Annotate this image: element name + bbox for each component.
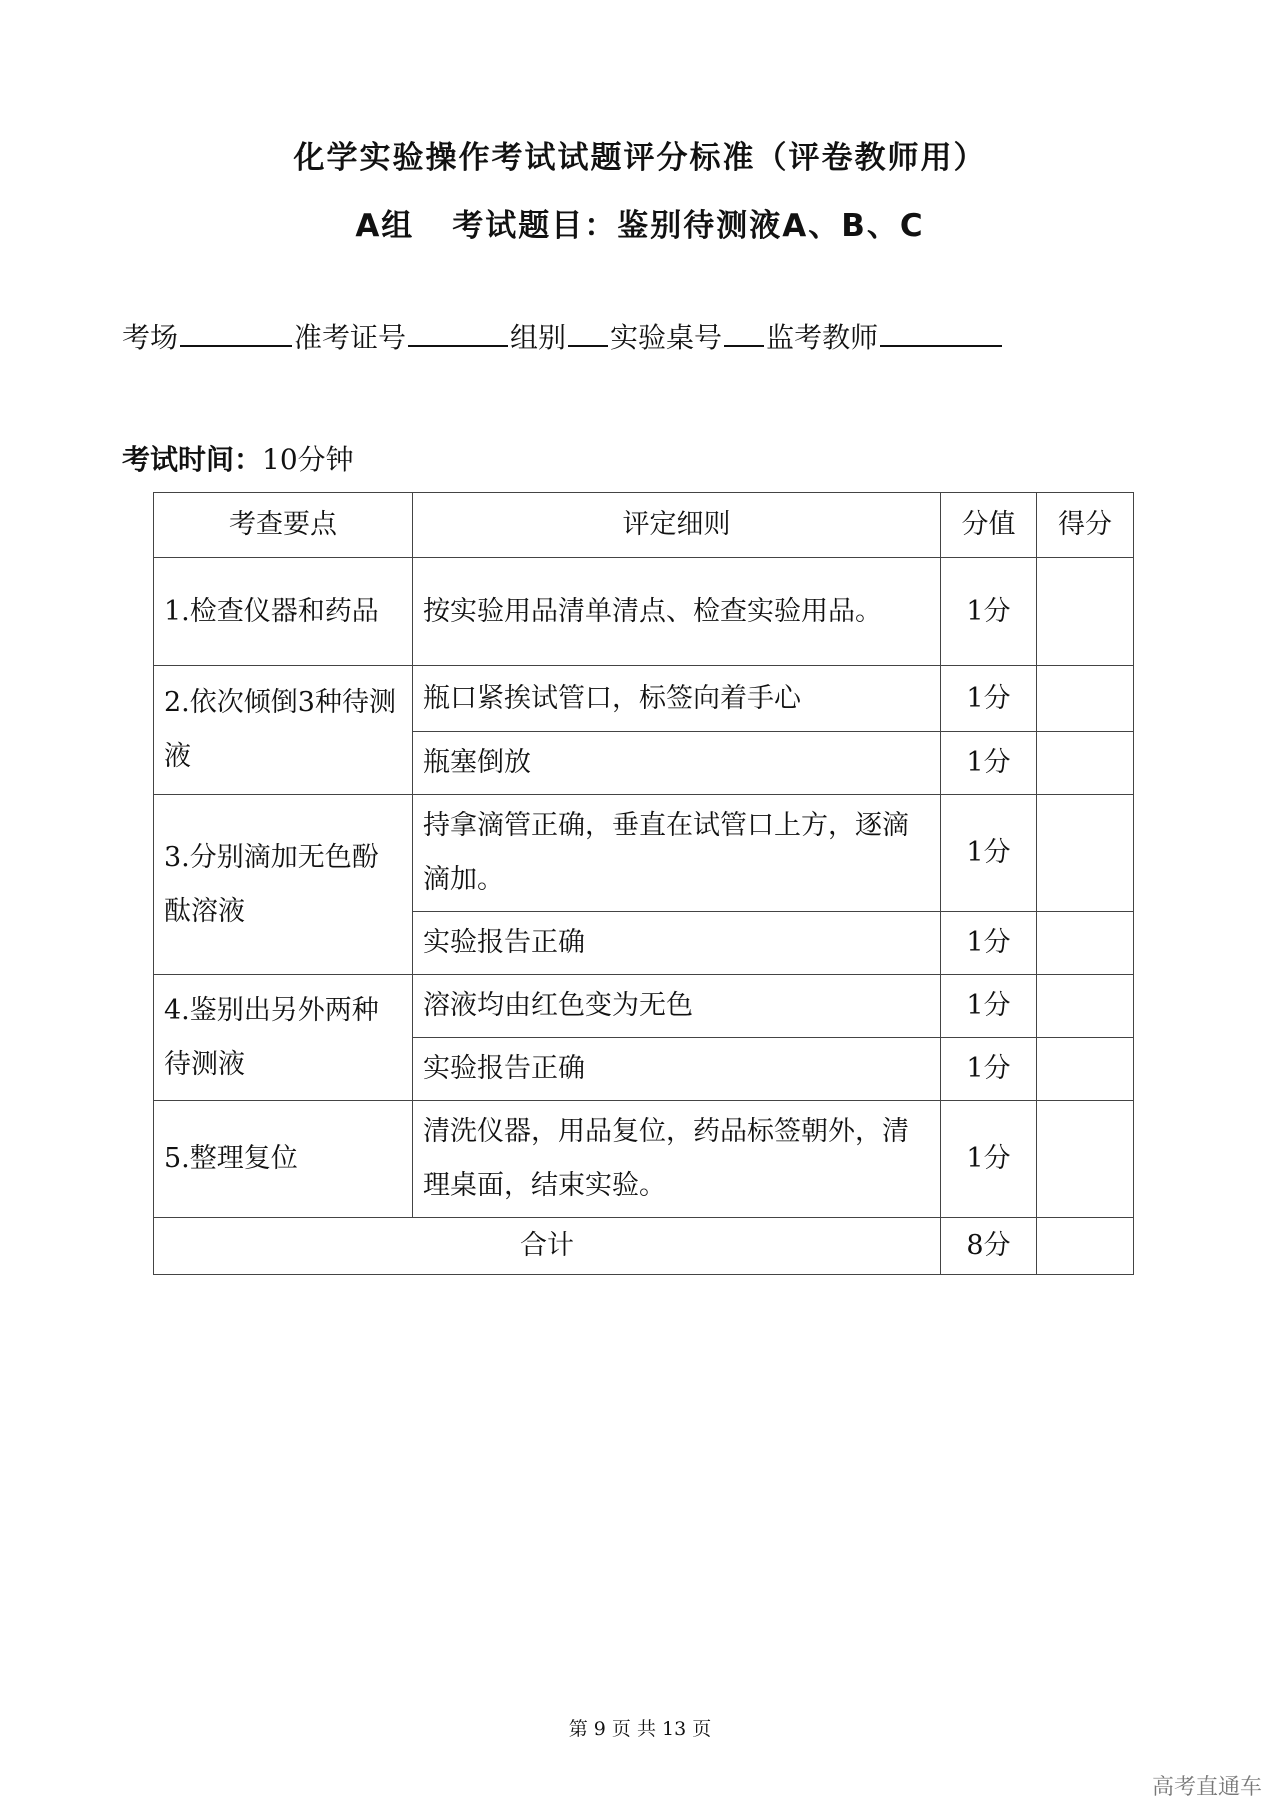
header-criteria: 评定细则 <box>413 493 941 558</box>
score-entry-cell[interactable] <box>1037 795 1134 912</box>
table-row <box>154 795 1134 912</box>
score-entry-cell[interactable] <box>1037 1038 1134 1101</box>
score-entry-cell[interactable] <box>1037 1101 1134 1218</box>
header-points: 分值 <box>941 493 1037 558</box>
desk-no-label: 实验桌号 <box>610 321 723 354</box>
proctor-label: 监考教师 <box>766 321 879 354</box>
points-cell: 1分 <box>941 732 1037 795</box>
exam-time <box>122 438 354 478</box>
exam-subject <box>0 200 1280 245</box>
table-row <box>154 558 1134 666</box>
key-point-cell: 2.依次倾倒3种待测液 <box>154 666 413 795</box>
score-entry-cell[interactable] <box>1037 732 1134 795</box>
exam-time-value: 10分钟 <box>262 443 354 476</box>
group-blank[interactable] <box>568 317 608 347</box>
exam-room-blank[interactable] <box>180 317 292 347</box>
header-score: 得分 <box>1037 493 1134 558</box>
criteria-cell: 按实验用品清单清点、检查实验用品。 <box>413 558 941 666</box>
subject-label: 考试题目：鉴别待测液A、B、C <box>452 208 925 244</box>
document-title: 化学实验操作考试试题评分标准（评卷教师用） <box>293 140 987 176</box>
points-cell: 1分 <box>941 666 1037 732</box>
total-score-entry-cell[interactable] <box>1037 1218 1134 1275</box>
criteria-cell: 持拿滴管正确，垂直在试管口上方，逐滴滴加。 <box>413 795 941 912</box>
points-cell: 1分 <box>941 975 1037 1038</box>
table-header-row <box>154 493 1134 558</box>
proctor-blank[interactable] <box>880 317 1002 347</box>
exam-time-label: 考试时间： <box>122 443 263 476</box>
key-point-cell: 3.分别滴加无色酚酞溶液 <box>154 795 413 975</box>
criteria-cell: 清洗仪器，用品复位，药品标签朝外，清理桌面，结束实验。 <box>413 1101 941 1218</box>
score-entry-cell[interactable] <box>1037 558 1134 666</box>
score-entry-cell[interactable] <box>1037 975 1134 1038</box>
ticket-no-label: 准考证号 <box>294 321 407 354</box>
table-row <box>154 666 1134 732</box>
points-cell: 1分 <box>941 1101 1037 1218</box>
key-point-cell: 5.整理复位 <box>154 1101 413 1218</box>
criteria-cell: 实验报告正确 <box>413 1038 941 1101</box>
total-row <box>154 1218 1134 1275</box>
key-point-cell: 4.鉴别出另外两种待测液 <box>154 975 413 1101</box>
points-cell: 1分 <box>941 1038 1037 1101</box>
key-point-cell: 1.检查仪器和药品 <box>154 558 413 666</box>
score-entry-cell[interactable] <box>1037 912 1134 975</box>
group-label: A组 <box>355 208 415 244</box>
desk-no-blank[interactable] <box>724 317 764 347</box>
criteria-cell: 溶液均由红色变为无色 <box>413 975 941 1038</box>
page-number: 第 9 页 共 13 页 <box>568 1718 712 1740</box>
table-row <box>154 1101 1134 1218</box>
table-row <box>154 975 1134 1038</box>
points-cell: 1分 <box>941 795 1037 912</box>
criteria-cell: 瓶口紧挨试管口，标签向着手心 <box>413 666 941 732</box>
header-key-points: 考查要点 <box>154 493 413 558</box>
ticket-no-blank[interactable] <box>408 317 508 347</box>
points-cell: 1分 <box>941 912 1037 975</box>
score-entry-cell[interactable] <box>1037 666 1134 732</box>
total-points: 8分 <box>941 1218 1037 1275</box>
total-label: 合计 <box>154 1218 941 1275</box>
scoring-table <box>153 492 1134 1275</box>
candidate-info-line <box>122 316 1004 356</box>
watermark: 高考直通车 <box>1151 1775 1262 1800</box>
group-field-label: 组别 <box>510 321 567 354</box>
criteria-cell: 瓶塞倒放 <box>413 732 941 795</box>
points-cell: 1分 <box>941 558 1037 666</box>
criteria-cell: 实验报告正确 <box>413 912 941 975</box>
exam-room-label: 考场 <box>122 321 179 354</box>
